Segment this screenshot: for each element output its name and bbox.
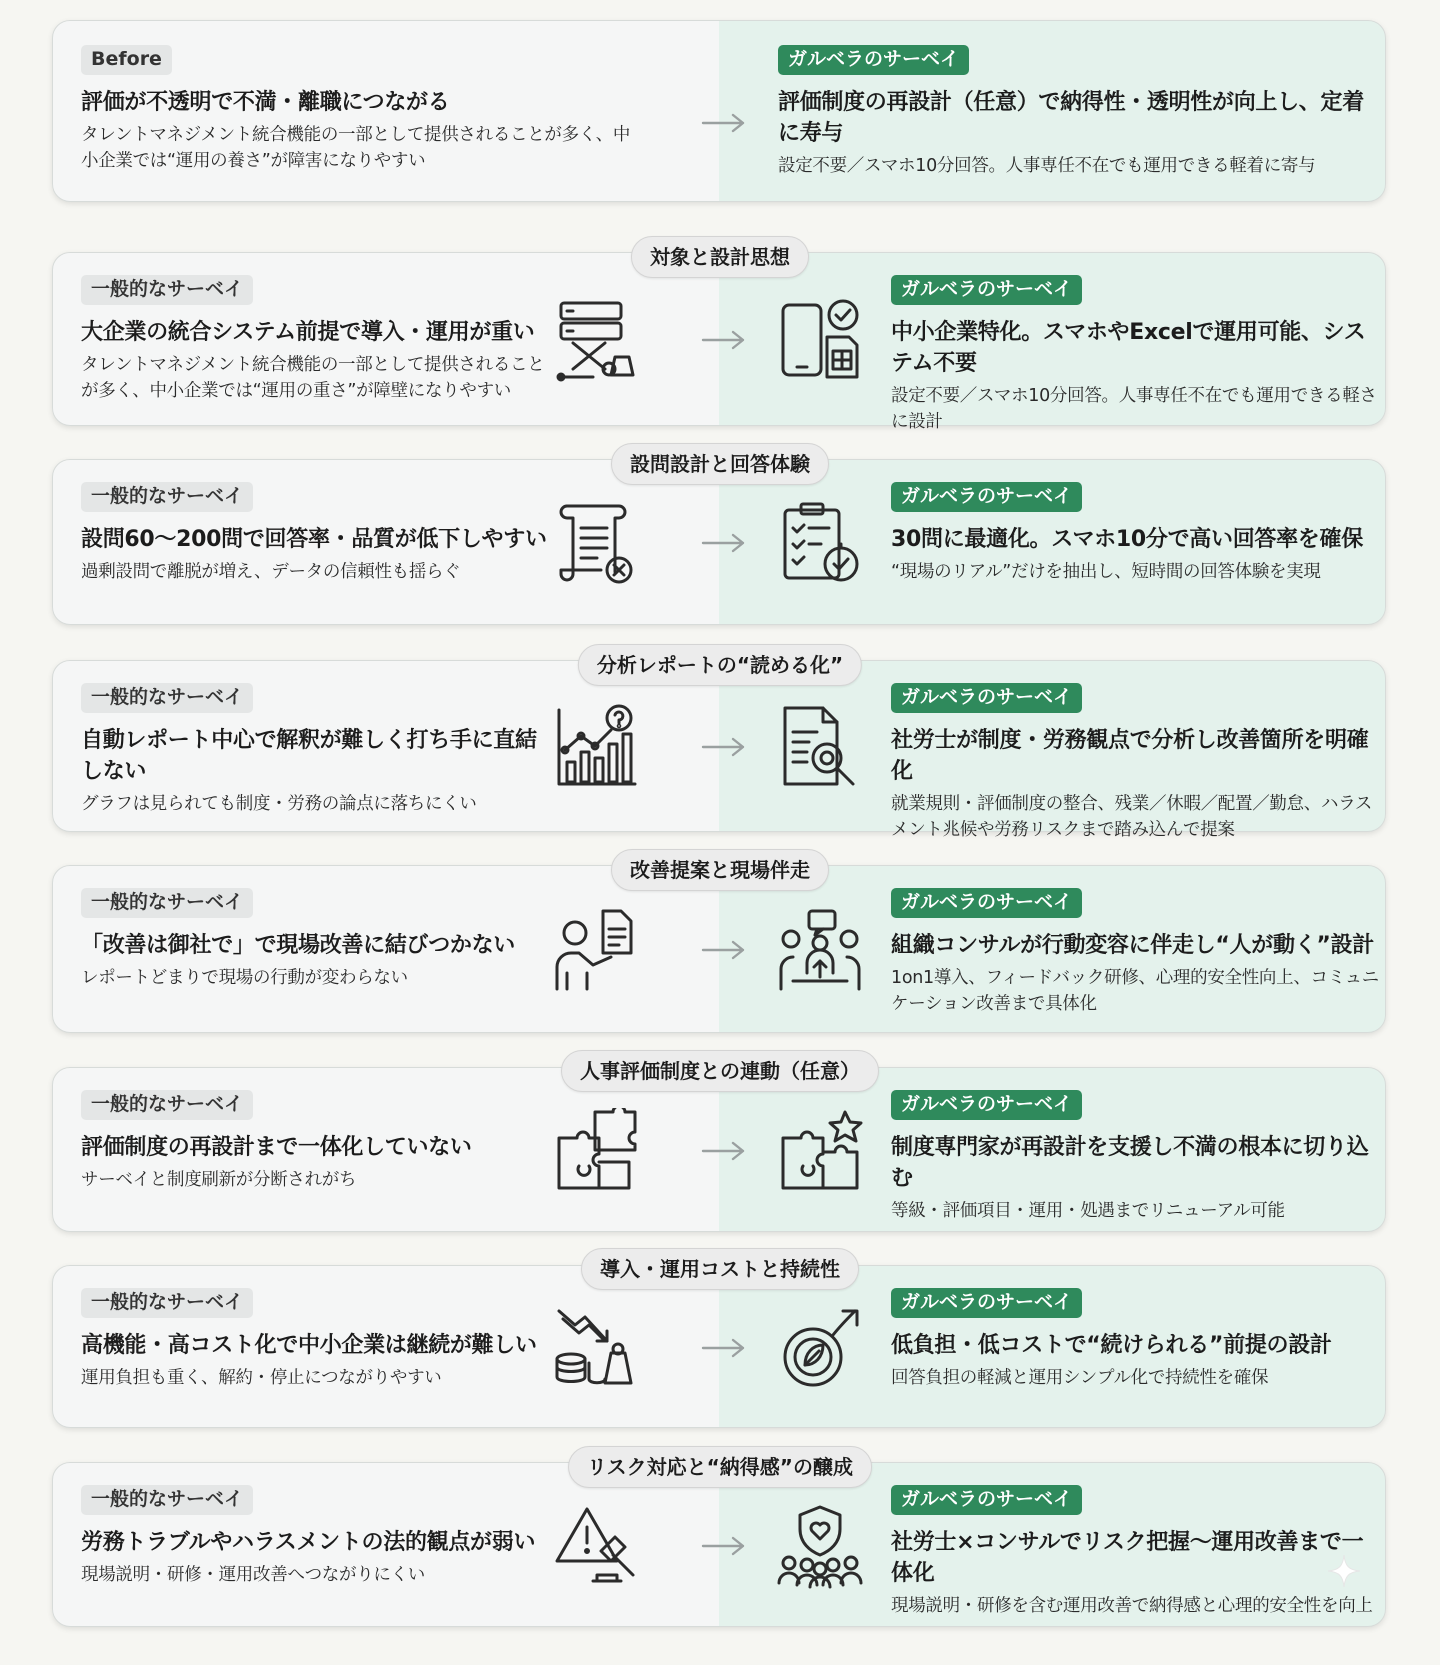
gerbera-survey-badge: ガルベラのサーベイ: [891, 275, 1082, 305]
team-collaboration-icon: [777, 907, 863, 993]
before-title: 評価が不透明で不満・離職につながる: [81, 90, 450, 115]
general-survey-badge: 一般的なサーベイ: [81, 888, 253, 918]
before-after-card: [52, 20, 1386, 202]
section-label: 分析レポートの“読める化”: [578, 644, 862, 686]
general-survey-column: [81, 888, 551, 991]
section-label: 導入・運用コストと持続性: [581, 1248, 859, 1290]
puzzle-icon: [553, 1108, 639, 1194]
gerbera-survey-desc: 現場説明・研修を含む運用改善で納得感と心理的安全性を向上: [891, 1596, 1373, 1616]
after-desc: 設定不要／スマホ10分回答。人事専任不在でも運用できる軽着に寄与: [778, 156, 1316, 176]
arrow-right-icon: [701, 1141, 747, 1161]
after-title: 評価制度の再設計（任意）で納得性・透明性が向上し、定着に寿与: [778, 90, 1364, 146]
arrow-right-icon: [701, 533, 747, 553]
arrow-right-icon: [701, 1536, 747, 1556]
general-survey-desc: タレントマネジメント統合機能の一部として提供されることが多く、中小企業では“運用の重さ”が障壁になりやすい: [81, 355, 545, 401]
report-magnifier-icon: [777, 704, 863, 790]
general-survey-badge: 一般的なサーベイ: [81, 482, 253, 512]
general-survey-column: [81, 1090, 551, 1193]
section-label: 改善提案と現場伴走: [611, 849, 829, 891]
gerbera-survey-column: [891, 683, 1381, 843]
arrow-right-icon: [701, 1338, 747, 1358]
shield-people-icon: [777, 1503, 863, 1589]
gerbera-survey-desc: 就業規則・評価制度の整合、残業／休暇／配置／勤怠、ハラスメント兆候や労務リスクまで踏み込んで提案: [891, 794, 1373, 840]
puzzle-star-icon: [777, 1108, 863, 1194]
server-tools-icon: [553, 297, 639, 383]
general-survey-title: 労務トラブルやハラスメントの法的観点が弱い: [81, 1530, 536, 1555]
chart-question-icon: [553, 704, 639, 790]
gerbera-survey-title: 中小企業特化。スマホやExcelで運用可能、システム不要: [891, 320, 1366, 376]
gerbera-survey-column: [891, 275, 1381, 435]
section-label: 人事評価制度との連動（任意）: [561, 1050, 879, 1092]
general-survey-column: [81, 683, 551, 817]
gerbera-survey-desc: 等級・評価項目・運用・処遇までリニューアル可能: [891, 1201, 1285, 1221]
general-survey-badge: 一般的なサーベイ: [81, 1288, 253, 1318]
after-badge: ガルベラのサーベイ: [778, 45, 969, 75]
before-column: [81, 45, 641, 174]
general-survey-title: 自動レポート中心で解釈が難しく打ち手に直結しない: [81, 728, 537, 784]
gerbera-survey-title: 組織コンサルが行動変容に伴走し“人が動く”設計: [891, 933, 1374, 958]
gerbera-survey-badge: ガルベラのサーベイ: [891, 1090, 1082, 1120]
section-label: 対象と設計思想: [631, 236, 809, 278]
general-survey-title: 高機能・高コスト化で中小企業は継続が難しい: [81, 1333, 537, 1358]
phone-document-check-icon: [777, 297, 863, 383]
section-label: リスク対応と“納得感”の醸成: [568, 1446, 872, 1488]
gerbera-survey-badge: ガルベラのサーベイ: [891, 1288, 1082, 1318]
general-survey-desc: 現場説明・研修・運用改善へつながりにくい: [81, 1565, 425, 1585]
general-survey-column: [81, 1485, 551, 1588]
compass-growth-icon: [777, 1305, 863, 1391]
before-desc: タレントマネジメント統合機能の一部として提供されることが多く、中小企業では“運用の養さ”が障害になりやすい: [81, 125, 631, 171]
comparison-card: [52, 252, 1386, 432]
gerbera-survey-desc: “現場のリアル”だけを抽出し、短時間の回答体験を実現: [891, 562, 1321, 582]
general-survey-column: [81, 275, 551, 404]
gerbera-survey-desc: 回答負担の軽減と運用シンプル化で持続性を確保: [891, 1368, 1269, 1388]
general-survey-badge: 一般的なサーベイ: [81, 1090, 253, 1120]
arrow-right-icon: [701, 737, 747, 757]
arrow-right-icon: [701, 113, 747, 133]
gerbera-survey-title: 社労士が制度・労務観点で分析し改善箇所を明確化: [891, 728, 1369, 784]
gerbera-survey-badge: ガルベラのサーベイ: [891, 1485, 1082, 1515]
gerbera-survey-desc: 設定不要／スマホ10分回答。人事専任不在でも運用できる軽さに設計: [891, 386, 1377, 432]
gerbera-survey-title: 制度専門家が再設計を支援し不満の根本に切り込む: [891, 1135, 1369, 1191]
warning-gavel-icon: [553, 1503, 639, 1589]
gerbera-survey-column: [891, 482, 1381, 585]
coins-down-weight-icon: [553, 1305, 639, 1391]
gerbera-survey-column: [891, 1485, 1381, 1619]
person-document-icon: [553, 907, 639, 993]
general-survey-desc: グラフは見られても制度・労務の論点に落ちにくい: [81, 794, 477, 814]
general-survey-badge: 一般的なサーベイ: [81, 683, 253, 713]
before-badge: Before: [81, 45, 172, 75]
general-survey-badge: 一般的なサーベイ: [81, 1485, 253, 1515]
general-survey-badge: 一般的なサーベイ: [81, 275, 253, 305]
general-survey-desc: 過剰設問で離脱が増え、データの信頼性も揺らぐ: [81, 562, 461, 582]
long-list-x-icon: [553, 500, 639, 586]
section-label: 設問設計と回答体験: [611, 443, 829, 485]
general-survey-title: 大企業の統合システム前提で導入・運用が重い: [81, 320, 535, 345]
general-survey-title: 「改善は御社で」で現場改善に結びつかない: [81, 933, 516, 958]
gerbera-survey-column: [891, 1090, 1381, 1224]
gerbera-survey-title: 30問に最適化。スマホ10分で高い回答率を確保: [891, 527, 1363, 552]
after-column: [778, 45, 1378, 179]
sparkle-icon: [1326, 1553, 1362, 1589]
gerbera-survey-desc: 1on1導入、フィードバック研修、心理的安全性向上、コミュニケーション改善まで具体化: [891, 968, 1379, 1014]
arrow-right-icon: [701, 940, 747, 960]
checklist-timer-icon: [777, 500, 863, 586]
general-survey-title: 設問60〜200問で回答率・品質が低下しやすい: [81, 527, 547, 552]
general-survey-column: [81, 1288, 551, 1391]
general-survey-desc: サーベイと制度刷新が分断されがち: [81, 1170, 357, 1190]
gerbera-survey-column: [891, 1288, 1381, 1391]
gerbera-survey-badge: ガルベラのサーベイ: [891, 888, 1082, 918]
general-survey-desc: 運用負担も重く、解約・停止につながりやすい: [81, 1368, 442, 1388]
arrow-right-icon: [701, 330, 747, 350]
gerbera-survey-badge: ガルベラのサーベイ: [891, 482, 1082, 512]
general-survey-title: 評価制度の再設計まで一体化していない: [81, 1135, 472, 1160]
gerbera-survey-title: 低負担・低コストで“続けられる”前提の設計: [891, 1333, 1332, 1358]
gerbera-survey-column: [891, 888, 1381, 1017]
general-survey-desc: レポートどまりで現場の行動が変わらない: [81, 968, 408, 988]
general-survey-column: [81, 482, 551, 585]
gerbera-survey-badge: ガルベラのサーベイ: [891, 683, 1082, 713]
gerbera-survey-title: 社労士×コンサルでリスク把握〜運用改善まで一体化: [891, 1530, 1364, 1586]
